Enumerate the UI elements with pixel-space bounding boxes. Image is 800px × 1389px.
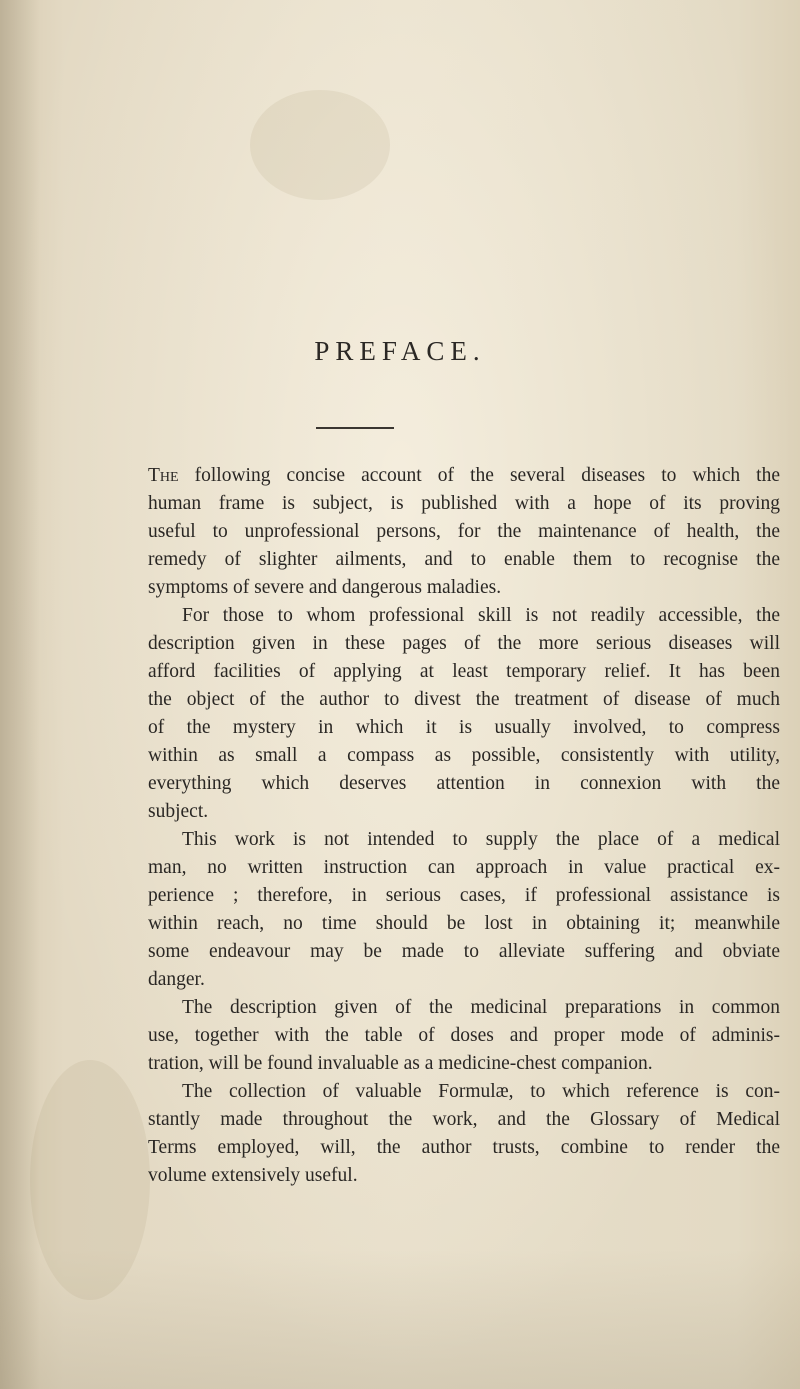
text-line: of the mystery in which it is usually involved, to compress	[148, 717, 780, 738]
text-line: man, no written instruction can approach in value practical ex-	[148, 857, 780, 878]
paper-stain	[30, 1060, 150, 1300]
text-line: human frame is subject, is published with a hope of its proving	[148, 493, 780, 514]
page-title: PREFACE.	[314, 336, 486, 366]
text-line	[148, 462, 780, 490]
text-line: perience ; therefore, in serious cases, if professional assistance is	[148, 885, 780, 906]
text-line: Terms employed, will, the author trusts, combine to render the	[148, 1137, 780, 1158]
text-line: danger.	[148, 969, 205, 990]
text-line: useful to unprofessional persons, for the maintenance of health, the	[148, 521, 780, 542]
text-line: use, together with the table of doses and proper mode of adminis-	[148, 1025, 780, 1046]
text-line: This work is not intended to supply the place of a medical	[182, 829, 780, 850]
text-line: the object of the author to divest the treatment of disease of much	[148, 689, 780, 710]
text-line: within reach, no time should be lost in obtaining it; meanwhile	[148, 913, 780, 934]
text-line: symptoms of severe and dangerous maladies.	[148, 577, 502, 598]
text-line: some endeavour may be made to alleviate suffering and obviate	[148, 941, 780, 962]
text-line: description given in these pages of the more serious diseases will	[148, 633, 780, 654]
text-line: tration, will be found invaluable as a medicine-chest companion.	[148, 1053, 653, 1074]
text-line: For those to whom professional skill is not readily accessible, the	[182, 605, 780, 626]
text-line: afford facilities of applying at least temporary relief. It has been	[148, 661, 780, 682]
title-rule	[316, 427, 394, 429]
text-line: volume extensively useful.	[148, 1165, 358, 1186]
text-line: everything which deserves attention in connexion with the	[148, 773, 780, 794]
paper-stain	[250, 90, 390, 200]
text-line: The description given of the medicinal preparations in common	[182, 997, 780, 1018]
paragraph-lead: The	[148, 465, 179, 486]
text-line: remedy of slighter ailments, and to enable them to recognise the	[148, 549, 780, 570]
text-line: subject.	[148, 801, 209, 822]
text-line: stantly made throughout the work, and the Glossary of Medical	[148, 1109, 780, 1130]
text-line: within as small a compass as possible, consistently with utility,	[148, 745, 780, 766]
paragraph-text: following concise account of the several diseases to which the	[178, 465, 780, 486]
text-line: The collection of valuable Formulæ, to which reference is con-	[182, 1081, 780, 1102]
